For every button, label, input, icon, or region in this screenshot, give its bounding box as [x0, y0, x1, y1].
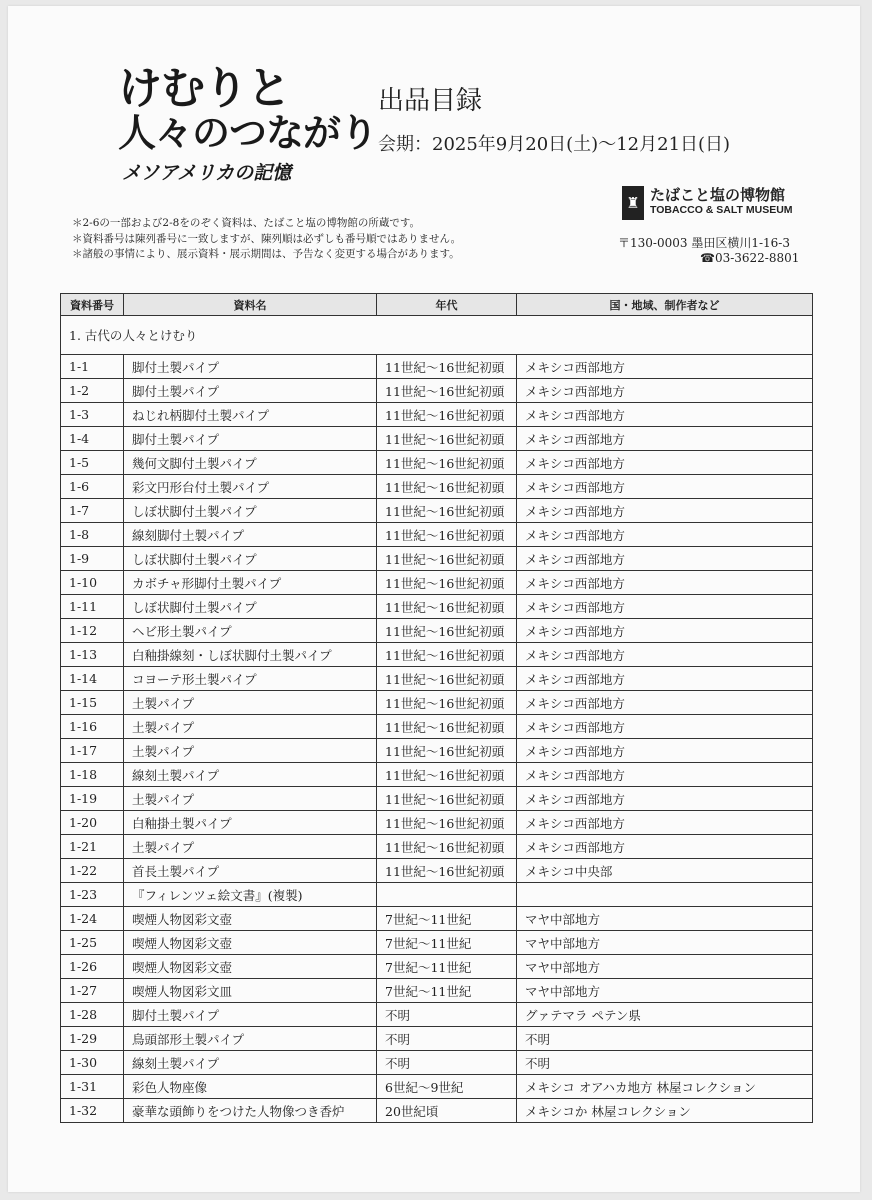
- table-row: [61, 955, 813, 979]
- logo-subtitle: メソアメリカの記憶: [122, 162, 292, 184]
- table-row: [61, 1027, 813, 1051]
- item-name: 白釉掛土製パイプ: [124, 811, 377, 835]
- table-row: [61, 979, 813, 1003]
- item-number: 1-1: [61, 355, 124, 379]
- item-region: メキシコ西部地方: [517, 595, 813, 619]
- table-row: [61, 835, 813, 859]
- item-region: メキシコ西部地方: [517, 763, 813, 787]
- note-item: ＊2-6の一部および2-8をのぞく資料は、たばこと塩の博物館の所蔵です。: [72, 217, 420, 229]
- museum-address: 〒130-0003 墨田区横川1-16-3: [618, 236, 790, 250]
- museum-emblem-icon: ♜: [622, 186, 644, 220]
- item-number: 1-30: [61, 1051, 124, 1075]
- item-region: メキシコか 林屋コレクション: [517, 1099, 813, 1123]
- item-number: 1-25: [61, 931, 124, 955]
- item-era: 7世紀〜11世紀: [377, 907, 517, 931]
- item-number: 1-3: [61, 403, 124, 427]
- item-era: 11世紀〜16世紀初頭: [377, 811, 517, 835]
- section-title: 1. 古代の人々とけむり: [61, 316, 813, 355]
- item-region: メキシコ西部地方: [517, 619, 813, 643]
- item-name: ヘビ形土製パイプ: [124, 619, 377, 643]
- item-era: 11世紀〜16世紀初頭: [377, 715, 517, 739]
- item-era: 11世紀〜16世紀初頭: [377, 763, 517, 787]
- item-region: 不明: [517, 1027, 813, 1051]
- item-number: 1-21: [61, 835, 124, 859]
- item-number: 1-2: [61, 379, 124, 403]
- item-number: 1-32: [61, 1099, 124, 1123]
- item-region: メキシコ西部地方: [517, 787, 813, 811]
- table-row: [61, 571, 813, 595]
- item-number: 1-20: [61, 811, 124, 835]
- table-row: [61, 1099, 813, 1123]
- item-region: メキシコ西部地方: [517, 451, 813, 475]
- logo-line2: 人々のつながり: [118, 111, 378, 155]
- item-name: しぼ状脚付土製パイプ: [124, 499, 377, 523]
- item-era: 不明: [377, 1027, 517, 1051]
- item-region: メキシコ西部地方: [517, 547, 813, 571]
- item-region: メキシコ中央部: [517, 859, 813, 883]
- item-name: 首長土製パイプ: [124, 859, 377, 883]
- item-region: [517, 883, 813, 907]
- item-number: 1-28: [61, 1003, 124, 1027]
- item-number: 1-22: [61, 859, 124, 883]
- header-item-name: 資料名: [124, 294, 377, 316]
- item-name: しぼ状脚付土製パイプ: [124, 547, 377, 571]
- item-region: メキシコ西部地方: [517, 835, 813, 859]
- item-region: マヤ中部地方: [517, 907, 813, 931]
- item-era: 不明: [377, 1003, 517, 1027]
- table-row: [61, 643, 813, 667]
- item-era: 7世紀〜11世紀: [377, 979, 517, 1003]
- document-title: 出品目録: [378, 86, 483, 116]
- table-row: [61, 499, 813, 523]
- item-name: 線刻土製パイプ: [124, 1051, 377, 1075]
- notes: [72, 216, 461, 263]
- item-region: メキシコ オアハカ地方 林屋コレクション: [517, 1075, 813, 1099]
- item-name: 脚付土製パイプ: [124, 355, 377, 379]
- item-number: 1-7: [61, 499, 124, 523]
- item-name: 白釉掛線刻・しぼ状脚付土製パイプ: [124, 643, 377, 667]
- item-era: 11世紀〜16世紀初頭: [377, 499, 517, 523]
- table-row: [61, 1075, 813, 1099]
- item-region: メキシコ西部地方: [517, 499, 813, 523]
- section-row: [61, 316, 813, 355]
- item-era: 11世紀〜16世紀初頭: [377, 355, 517, 379]
- item-region: メキシコ西部地方: [517, 739, 813, 763]
- table-row: [61, 547, 813, 571]
- item-number: 1-13: [61, 643, 124, 667]
- item-name: 土製パイプ: [124, 715, 377, 739]
- table-row: [61, 787, 813, 811]
- exhibition-logo: [118, 63, 378, 185]
- museum-name-en: TOBACCO & SALT MUSEUM: [650, 204, 793, 216]
- item-era: 11世紀〜16世紀初頭: [377, 475, 517, 499]
- item-region: グァテマラ ペテン県: [517, 1003, 813, 1027]
- item-region: メキシコ西部地方: [517, 475, 813, 499]
- table-row: [61, 883, 813, 907]
- item-name: コヨーテ形土製パイプ: [124, 667, 377, 691]
- item-number: 1-23: [61, 883, 124, 907]
- table-row: [61, 451, 813, 475]
- item-number: 1-29: [61, 1027, 124, 1051]
- item-name: 喫煙人物図彩文壺: [124, 907, 377, 931]
- item-name: 喫煙人物図彩文皿: [124, 979, 377, 1003]
- item-era: 11世紀〜16世紀初頭: [377, 667, 517, 691]
- table-row: [61, 427, 813, 451]
- table-row: [61, 475, 813, 499]
- item-era: 11世紀〜16世紀初頭: [377, 619, 517, 643]
- item-number: 1-18: [61, 763, 124, 787]
- item-number: 1-19: [61, 787, 124, 811]
- item-name: 喫煙人物図彩文壺: [124, 955, 377, 979]
- table-row: [61, 619, 813, 643]
- item-name: 彩色人物座像: [124, 1075, 377, 1099]
- item-name: 幾何文脚付土製パイプ: [124, 451, 377, 475]
- item-name: 線刻土製パイプ: [124, 763, 377, 787]
- item-name: 土製パイプ: [124, 739, 377, 763]
- museum-tel: ☎03-3622-8801: [700, 251, 800, 265]
- table-row: [61, 691, 813, 715]
- item-region: メキシコ西部地方: [517, 355, 813, 379]
- item-number: 1-8: [61, 523, 124, 547]
- note-item: ＊資料番号は陳列番号に一致しますが、陳列順は必ずしも番号順ではありません。: [72, 232, 462, 245]
- item-name: 脚付土製パイプ: [124, 379, 377, 403]
- item-name: 彩文円形台付土製パイプ: [124, 475, 377, 499]
- item-era: 不明: [377, 1051, 517, 1075]
- item-region: メキシコ西部地方: [517, 379, 813, 403]
- item-number: 1-6: [61, 475, 124, 499]
- item-era: 11世紀〜16世紀初頭: [377, 859, 517, 883]
- item-number: 1-27: [61, 979, 124, 1003]
- item-number: 1-17: [61, 739, 124, 763]
- item-era: 11世紀〜16世紀初頭: [377, 571, 517, 595]
- item-region: メキシコ西部地方: [517, 643, 813, 667]
- item-number: 1-9: [61, 547, 124, 571]
- item-region: マヤ中部地方: [517, 979, 813, 1003]
- item-region: マヤ中部地方: [517, 931, 813, 955]
- table-row: [61, 907, 813, 931]
- item-region: 不明: [517, 1051, 813, 1075]
- item-number: 1-10: [61, 571, 124, 595]
- table-row: [61, 355, 813, 379]
- item-number: 1-5: [61, 451, 124, 475]
- item-number: 1-16: [61, 715, 124, 739]
- item-name: カボチャ形脚付土製パイプ: [124, 571, 377, 595]
- item-era: 11世紀〜16世紀初頭: [377, 691, 517, 715]
- item-name: 鳥頭部形土製パイプ: [124, 1027, 377, 1051]
- item-name: 脚付土製パイプ: [124, 427, 377, 451]
- item-region: メキシコ西部地方: [517, 667, 813, 691]
- item-era: 20世紀頃: [377, 1099, 517, 1123]
- item-number: 1-24: [61, 907, 124, 931]
- catalog-body: [61, 316, 813, 1123]
- table-row: [61, 811, 813, 835]
- table-row: [61, 1003, 813, 1027]
- table-row: [61, 859, 813, 883]
- item-era: 11世紀〜16世紀初頭: [377, 403, 517, 427]
- item-region: メキシコ西部地方: [517, 715, 813, 739]
- table-row: [61, 715, 813, 739]
- item-name: 線刻脚付土製パイプ: [124, 523, 377, 547]
- table-header-row: [61, 294, 813, 316]
- item-era: 11世紀〜16世紀初頭: [377, 595, 517, 619]
- item-region: メキシコ西部地方: [517, 811, 813, 835]
- item-era: 11世紀〜16世紀初頭: [377, 379, 517, 403]
- item-name: 土製パイプ: [124, 691, 377, 715]
- note-item: ＊諸般の事情により、展示資料・展示期間は、予告なく変更する場合があります。: [72, 248, 460, 260]
- table-row: [61, 523, 813, 547]
- item-region: メキシコ西部地方: [517, 403, 813, 427]
- table-row: [61, 403, 813, 427]
- item-number: 1-14: [61, 667, 124, 691]
- item-region: メキシコ西部地方: [517, 523, 813, 547]
- item-name: 土製パイプ: [124, 835, 377, 859]
- item-era: 11世紀〜16世紀初頭: [377, 451, 517, 475]
- item-era: 6世紀〜9世紀: [377, 1075, 517, 1099]
- item-name: 脚付土製パイプ: [124, 1003, 377, 1027]
- item-era: 11世紀〜16世紀初頭: [377, 787, 517, 811]
- museum-name-jp: たばこと塩の博物館: [650, 186, 786, 204]
- item-era: 11世紀〜16世紀初頭: [377, 835, 517, 859]
- item-number: 1-11: [61, 595, 124, 619]
- item-era: 11世紀〜16世紀初頭: [377, 739, 517, 763]
- item-name: しぼ状脚付土製パイプ: [124, 595, 377, 619]
- table-row: [61, 739, 813, 763]
- table-row: [61, 763, 813, 787]
- header-era: 年代: [377, 294, 517, 316]
- item-era: 11世紀〜16世紀初頭: [377, 547, 517, 571]
- item-era: 11世紀〜16世紀初頭: [377, 427, 517, 451]
- header-region-maker: 国・地域、制作者など: [517, 294, 813, 316]
- item-name: 豪華な頭飾りをつけた人物像つき香炉: [124, 1099, 377, 1123]
- item-era: 7世紀〜11世紀: [377, 931, 517, 955]
- item-number: 1-26: [61, 955, 124, 979]
- item-region: メキシコ西部地方: [517, 427, 813, 451]
- item-region: メキシコ西部地方: [517, 571, 813, 595]
- table-row: [61, 595, 813, 619]
- table-row: [61, 1051, 813, 1075]
- item-era: 11世紀〜16世紀初頭: [377, 523, 517, 547]
- item-number: 1-4: [61, 427, 124, 451]
- logo-line1: けむりと: [118, 63, 290, 114]
- item-era: 11世紀〜16世紀初頭: [377, 643, 517, 667]
- item-name: 土製パイプ: [124, 787, 377, 811]
- item-region: マヤ中部地方: [517, 955, 813, 979]
- item-name: 喫煙人物図彩文壺: [124, 931, 377, 955]
- item-number: 1-12: [61, 619, 124, 643]
- table-row: [61, 667, 813, 691]
- item-number: 1-31: [61, 1075, 124, 1099]
- item-region: メキシコ西部地方: [517, 691, 813, 715]
- table-row: [61, 931, 813, 955]
- item-name: 『フィレンツェ絵文書』(複製): [124, 883, 377, 907]
- header-item-number: 資料番号: [61, 294, 124, 316]
- table-row: [61, 379, 813, 403]
- catalog-table: [60, 293, 813, 1123]
- item-era: [377, 883, 517, 907]
- exhibition-period: 会期：2025年9月20日(土)〜12月21日(日): [378, 134, 731, 155]
- item-name: ねじれ柄脚付土製パイプ: [124, 403, 377, 427]
- item-era: 7世紀〜11世紀: [377, 955, 517, 979]
- item-number: 1-15: [61, 691, 124, 715]
